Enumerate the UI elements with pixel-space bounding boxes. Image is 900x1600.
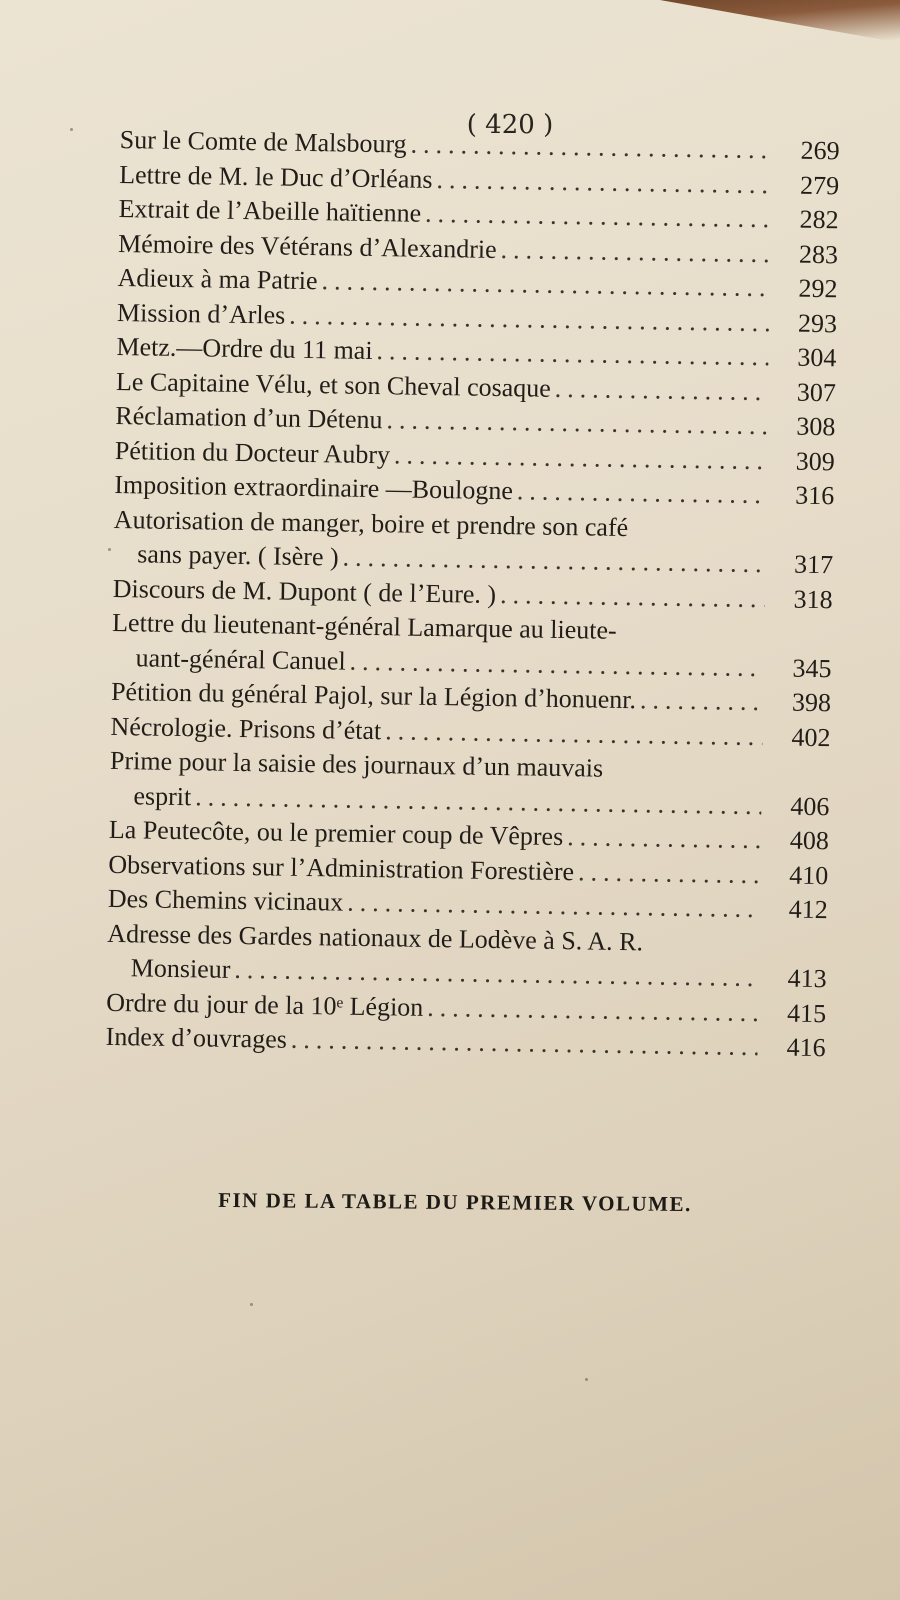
entry-title: Adresse des Gardes nationaux de Lodève à S. A. R. (107, 918, 644, 956)
dot-leader (291, 1025, 758, 1062)
entry-page: 345 (792, 653, 832, 683)
entry-page: 413 (787, 963, 827, 994)
entry-title: Réclamation d’un Détenu (115, 400, 383, 435)
page-number: ( 420 ) (466, 110, 554, 140)
toc-entry (111, 608, 832, 688)
dot-leader (410, 130, 771, 166)
toc-entry (106, 918, 827, 998)
dot-leader (342, 543, 765, 580)
entry-page: 307 (796, 377, 837, 407)
entry-title: Prime pour la saisie des journaux d’un mauvais (109, 745, 604, 783)
entry-page: 318 (793, 584, 833, 614)
dot-leader (436, 164, 771, 199)
entry-page: 309 (795, 446, 836, 476)
entry-title: La Peutecôte, ou le premier coup de Vêpres (108, 814, 564, 852)
entry-title: Pétition du Docteur Aubry (114, 435, 391, 469)
entry-title: Lettre du lieutenant-général Lamarque au lieute- (111, 607, 617, 645)
entry-page: 416 (786, 1032, 826, 1063)
dot-leader (349, 646, 763, 682)
dot-leader (500, 580, 765, 614)
entry-title: Observations sur l’Administration Forestière (108, 849, 575, 886)
toc-entry (113, 504, 834, 584)
entry-page: 402 (791, 722, 831, 752)
dot-leader (386, 405, 767, 441)
entry-page: 398 (791, 687, 832, 718)
dot-leader (427, 992, 758, 1027)
entry-title: Discours de M. Dupont ( de l’Eure. ) (112, 573, 497, 609)
entry-title: Des Chemins vicinaux (107, 883, 344, 917)
dot-leader (555, 373, 769, 406)
entry-page: 410 (789, 860, 829, 890)
entry-page: 412 (788, 894, 828, 925)
toc-entry (109, 746, 830, 826)
dot-leader (425, 199, 771, 234)
entry-title: Ordre du jour de la 10ᵉ Légion (105, 987, 424, 1022)
dot-leader (347, 888, 760, 924)
dot-leader (289, 300, 769, 338)
dot-leader (321, 266, 769, 303)
dot-leader (640, 685, 764, 717)
entry-page: 415 (786, 998, 827, 1028)
dot-leader (567, 822, 761, 855)
entry-title: Extrait de l’Abeille haïtienne (118, 193, 422, 228)
dot-leader (578, 857, 761, 890)
entry-title: Adieux à ma Patrie (117, 262, 318, 296)
dot-leader (376, 336, 768, 372)
dot-leader (394, 440, 767, 476)
entry-title: Imposition extraordinaire —Boulogne (114, 469, 514, 506)
dot-leader (385, 716, 763, 752)
end-of-table-note: FIN DE LA TABLE DU PREMIER VOLUME. (218, 1187, 692, 1217)
paper-speck (108, 548, 111, 551)
entry-page: 317 (793, 549, 834, 580)
entry-page: 308 (796, 411, 836, 442)
paper-speck (585, 1378, 588, 1381)
dot-leader (517, 476, 767, 510)
entry-title: Mission d’Arles (116, 297, 286, 330)
entry-title-continued: uant-général Canuel (135, 642, 346, 676)
entry-page: 283 (798, 239, 839, 269)
entry-page: 269 (800, 135, 840, 166)
paper-speck (250, 1303, 253, 1306)
entry-title: Index d’ouvrages (105, 1021, 288, 1054)
dot-leader (500, 234, 770, 268)
entry-title: Autorisation de manger, boire et prendre son café (113, 504, 629, 542)
paper-speck (70, 128, 73, 131)
entry-title: Mémoire des Vétérans d’Alexandrie (117, 228, 497, 264)
table-of-contents (105, 125, 840, 1068)
entry-page: 279 (799, 170, 840, 200)
entry-title-continued: sans payer. ( Isère ) (137, 539, 339, 572)
entry-page: 282 (799, 204, 839, 235)
entry-page: 304 (797, 342, 837, 373)
entry-title: Sur le Comte de Malsbourg (119, 125, 407, 159)
entry-page: 408 (789, 825, 830, 856)
entry-page: 406 (790, 791, 830, 821)
entry-title: Nécrologie. Prisons d’état (110, 711, 382, 745)
page-corner-shadow (580, 0, 900, 40)
entry-page: 293 (797, 308, 838, 338)
entry-title: Lettre de M. le Duc d’Orléans (119, 159, 433, 194)
entry-title: Pétition du général Pajol, sur la Légion d’honuenr. (110, 676, 637, 715)
entry-title: Metz.—Ordre du 11 mai (116, 331, 373, 365)
entry-page: 292 (798, 273, 838, 304)
entry-title-continued: esprit (133, 780, 192, 811)
entry-title: Le Capitaine Vélu, et son Cheval cosaque (115, 366, 552, 403)
entry-title-continued: Monsieur (130, 953, 231, 984)
entry-page: 316 (795, 480, 835, 511)
